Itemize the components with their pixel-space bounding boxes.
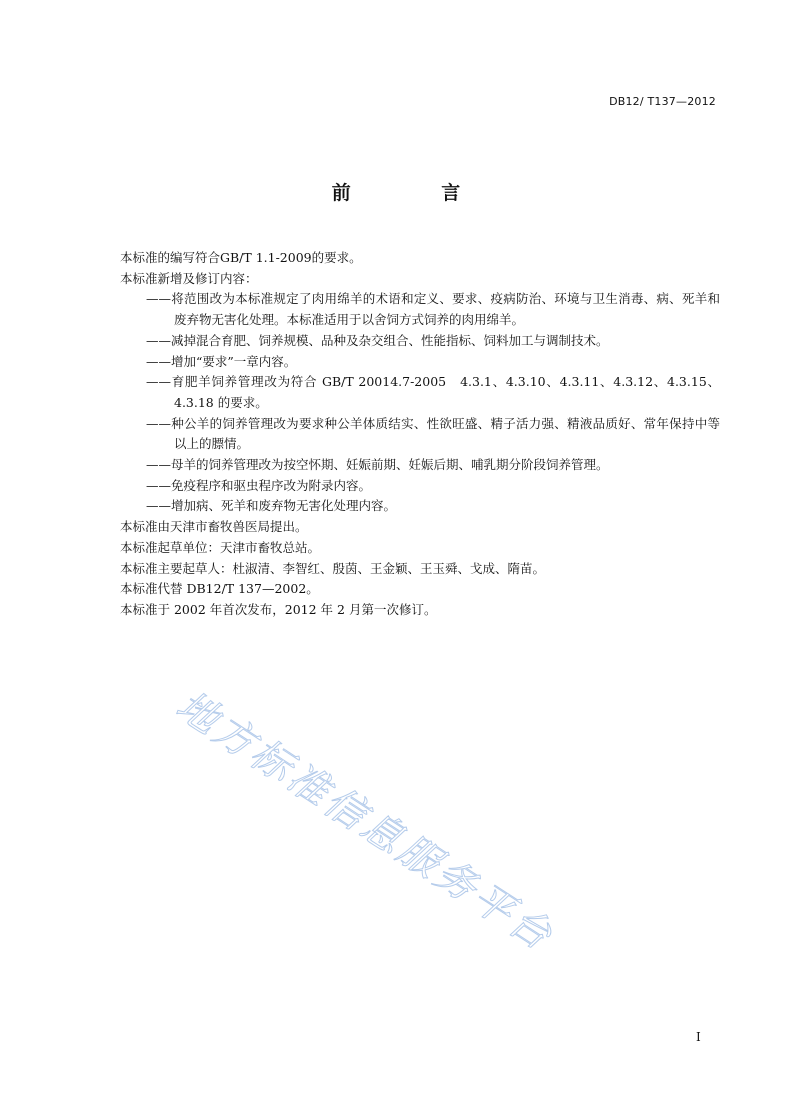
revision-item: ——育肥羊饲养管理改为符合 GB/T 20014.7-2005 4.3.1、4.3.10、4.3.11、4.3.12、4.3.15、4.3.18 的要求。 <box>146 374 720 410</box>
revision-item: ——增加病、死羊和废弃物无害化处理内容。 <box>146 498 397 514</box>
revision-item: ——将范围改为本标准规定了肉用绵羊的术语和定义、要求、疫病防治、环境与卫生消毒、病、死羊和废弃物无害化处理。本标准适用于以舍饲方式饲养的肉用绵羊。 <box>146 291 720 328</box>
paragraph-drafters: 本标准主要起草人：杜淑清、李智红、殷茵、王金颖、王玉舜、戈成、隋苗。 <box>120 560 546 576</box>
revision-item: ——增加“要求”一章内容。 <box>146 353 297 369</box>
page-title: 前 言 <box>331 182 503 204</box>
page-number: I <box>696 1030 701 1044</box>
revision-item: ——免疫程序和驱虫程序改为附录内容。 <box>146 477 372 493</box>
revision-item: ——减掉混合育肥、饲养规模、品种及杂交组合、性能指标、饲料加工与调制技术。 <box>146 332 609 348</box>
revision-item: ——种公羊的饲养管理改为要求种公羊体质结实、性欲旺盛、精子活力强、精液品质好、常年保持中等以上的膘情。 <box>146 415 720 452</box>
paragraph-drafting-unit: 本标准起草单位：天津市畜牧总站。 <box>120 539 321 555</box>
foreword-body <box>120 248 720 621</box>
paragraph-revisions-intro: 本标准新增及修订内容： <box>120 270 258 286</box>
document-code: DB12/ T137—2012 <box>609 95 716 108</box>
paragraph-compliance: 本标准的编写符合GB/T 1.1-2009的要求。 <box>120 250 362 265</box>
watermark: 地方标准信息服务平台 <box>168 682 563 961</box>
paragraph-publication-history: 本标准于 2002 年首次发布，2012 年 2 月第一次修订。 <box>120 601 437 617</box>
paragraph-proposer: 本标准由天津市畜牧兽医局提出。 <box>120 519 308 535</box>
revision-item: ——母羊的饲养管理改为按空怀期、妊娠前期、妊娠后期、哺乳期分阶段饲养管理。 <box>146 457 609 473</box>
paragraph-replaces: 本标准代替 DB12/T 137—2002。 <box>120 581 319 597</box>
